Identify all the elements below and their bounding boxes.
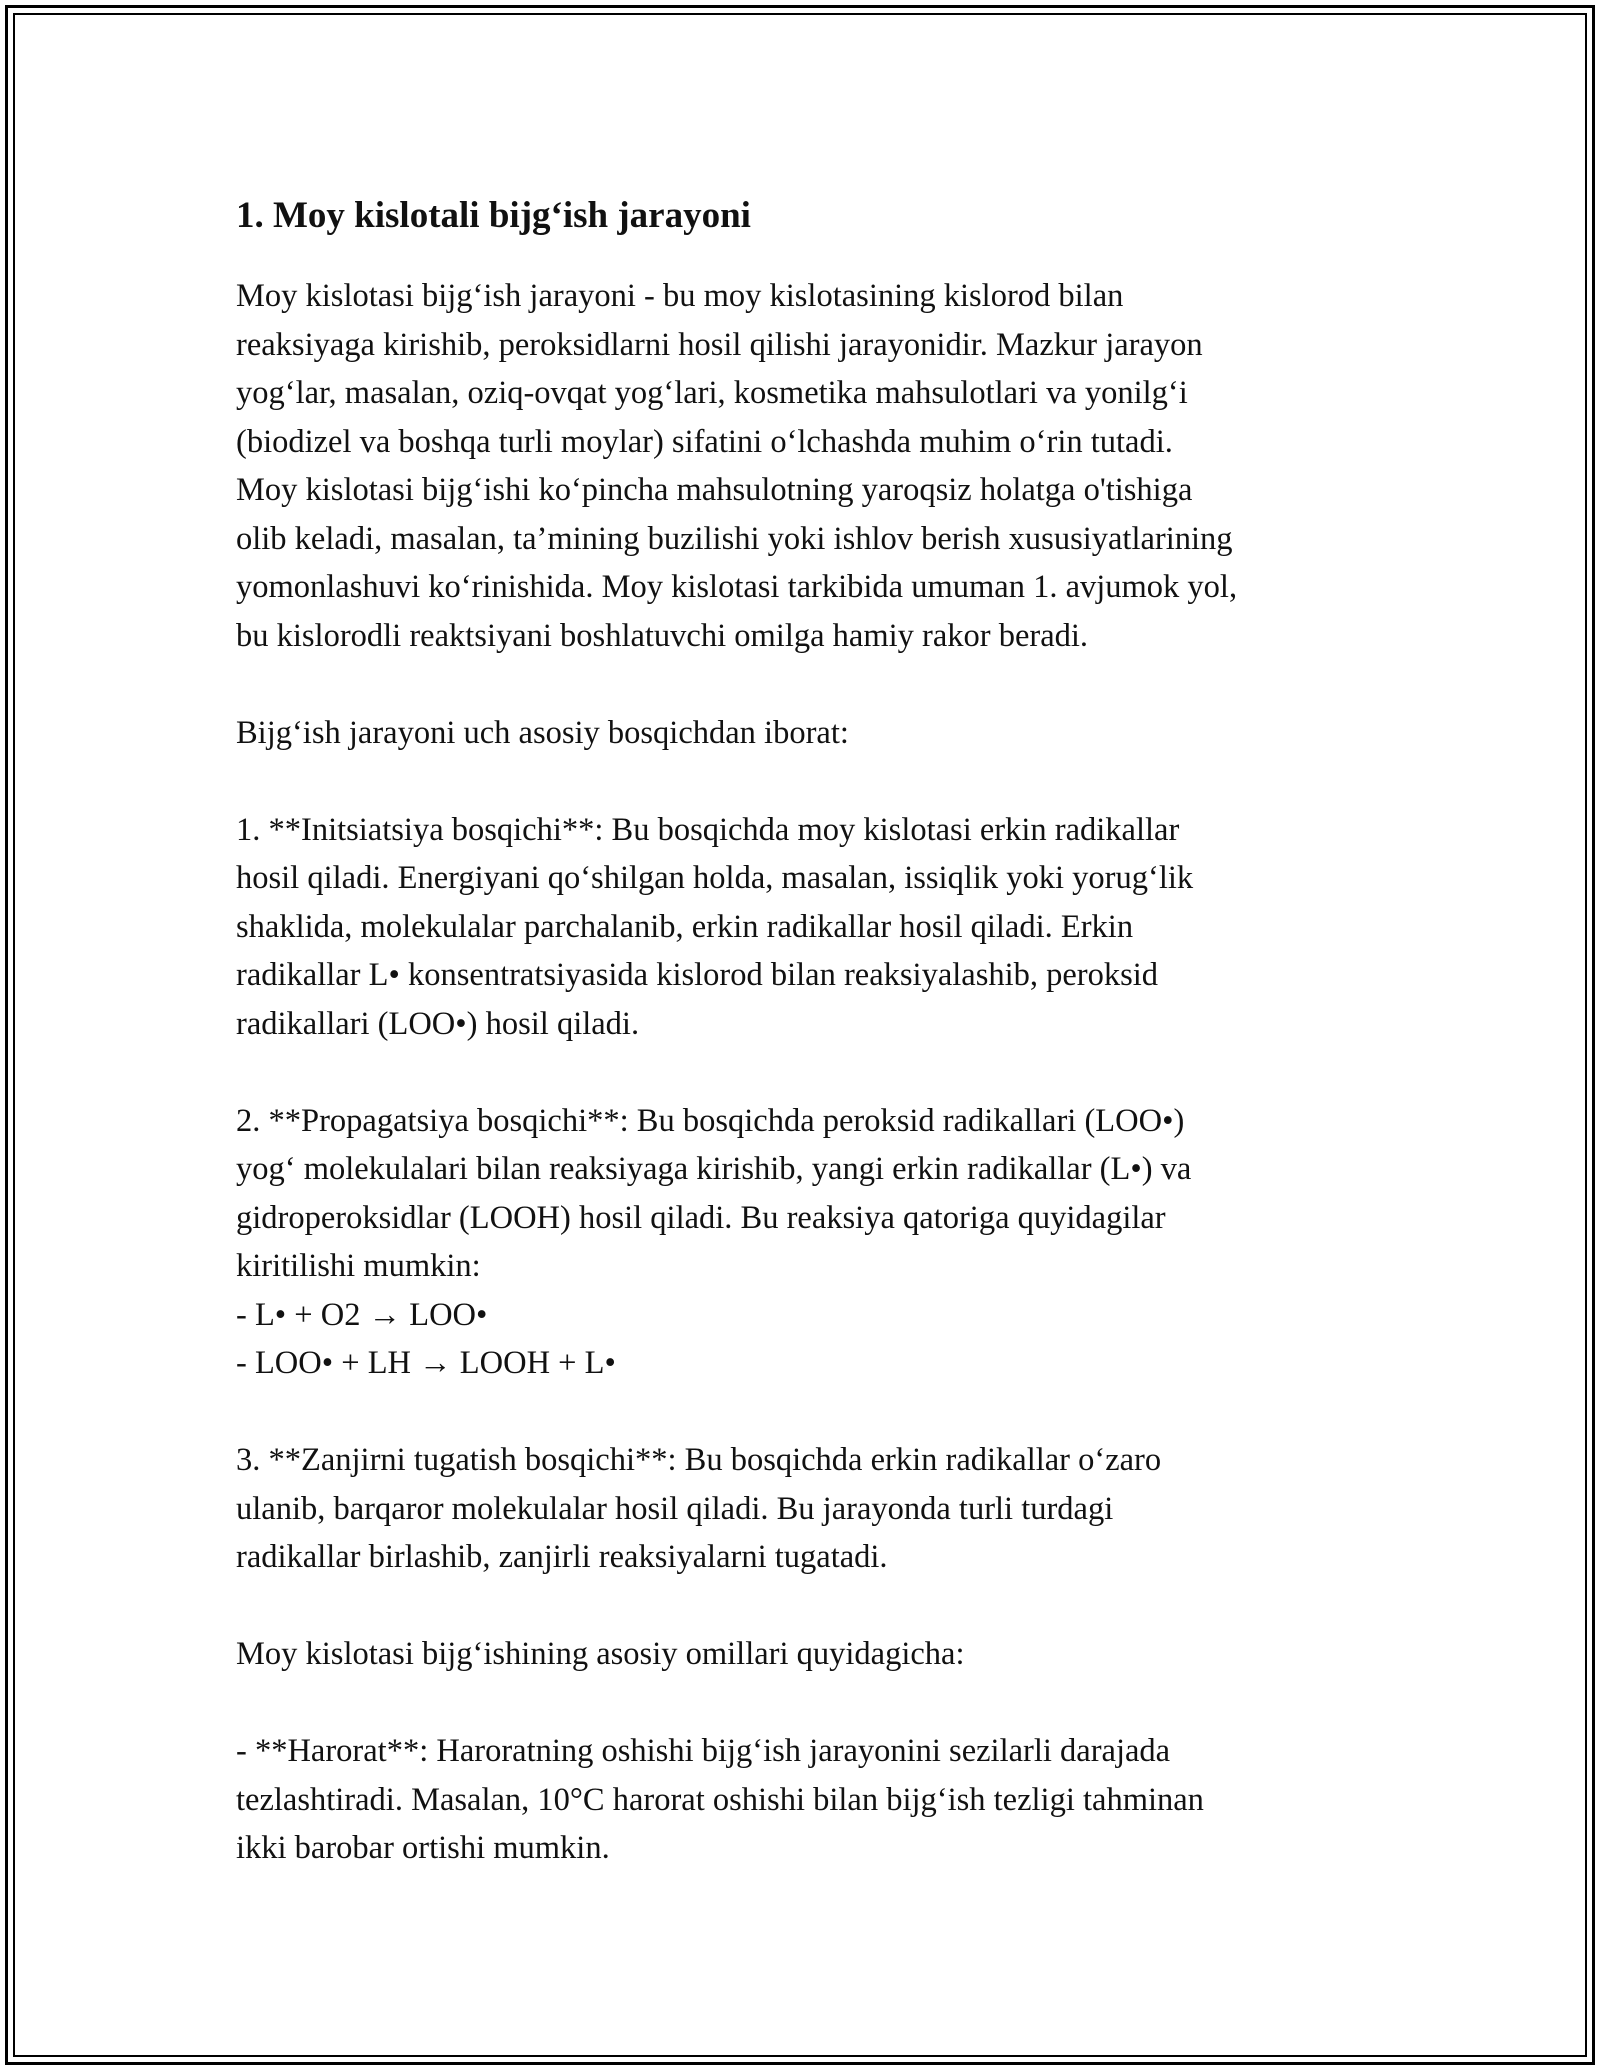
document-body [236, 186, 1386, 1873]
stages-intro: Bijg‘ish jarayoni uch asosiy bosqichdan iborat: [236, 714, 849, 751]
paragraph-gap [236, 1679, 1386, 1728]
paragraph-gap [236, 757, 1386, 806]
intro-paragraph: Moy kislotasi bijg‘ish jarayoni - bu moy kislotasining kislorod bilan reaksiyaga kirishib, peroksidlarni hosil qilishi jarayonidir. Mazkur jarayon yog‘lar, masalan, oziq-ovqat yog‘lari, kosmetika mahsulotlari va yonilg‘i (biodizel va boshqa turli moylar) sifatini o‘lchashda muhim o‘rin tutadi. Moy kislotasi bijg‘ishi ko‘pincha mahsulotning yaroqsiz holatga o'tishiga olib keladi, masalan, ta’mining buzilishi yoki ishlov berish xususiyatlarining yomonlashuvi ko‘rinishida. Moy kislotasi tarkibida umuman 1. avjumok yol, bu kislorodli reaktsiyani boshlatuvchi omilga hamiy rakor beradi. [236, 278, 1238, 654]
stage-propagation: 2. **Propagatsiya bosqichi**: Bu bosqichda peroksid radikallari (LOO•) yog‘ molekulalari bilan reaksiyaga kirishib, yangi erkin radikallar (L•) va gidroperoksidlar (LOOH) hosil qiladi. Bu reaksiya qatoriga quyidagilar kiritilishi mumkin: - L• + O2 → LOO• - LOO• + LH → LOOH + L• [236, 1102, 1192, 1381]
paragraph-gap [236, 660, 1386, 709]
stage-termination: 3. **Zanjirni tugatish bosqichi**: Bu bosqichda erkin radikallar o‘zaro ulanib, barqaror molekulalar hosil qiladi. Bu jarayonda turli turdagi radikallar birlashib, zanjirli reaksiyalarni tugatadi. [236, 1442, 1162, 1575]
section-heading: 1. Moy kislotali bijg‘ish jarayoni [236, 195, 751, 236]
paragraph-gap [236, 1582, 1386, 1631]
factors-intro: Moy kislotasi bijg‘ishining asosiy omillari quyidagicha: [236, 1636, 965, 1672]
stage-initiation: 1. **Initsiatsiya bosqichi**: Bu bosqichda moy kislotasi erkin radikallar hosil qiladi. Energiyani qo‘shilgan holda, masalan, issiqlik yoki yorug‘lik shaklida, molekulalar parchalanib, erkin radikallar hosil qiladi. Erkin radikallar L• konsentratsiyasida kislorod bilan reaksiyalashib, peroksid radikallari (LOO•) hosil qiladi. [236, 811, 1194, 1042]
paragraph-gap [236, 1048, 1386, 1097]
paragraph-gap [236, 1388, 1386, 1437]
factor-temperature: - **Harorat**: Haroratning oshishi bijg‘ish jarayonini sezilarli darajada tezlashtiradi. Masalan, 10°C harorat oshishi bilan bijg‘ish tezligi tahminan ikki barobar ortishi mumkin. [236, 1733, 1204, 1866]
